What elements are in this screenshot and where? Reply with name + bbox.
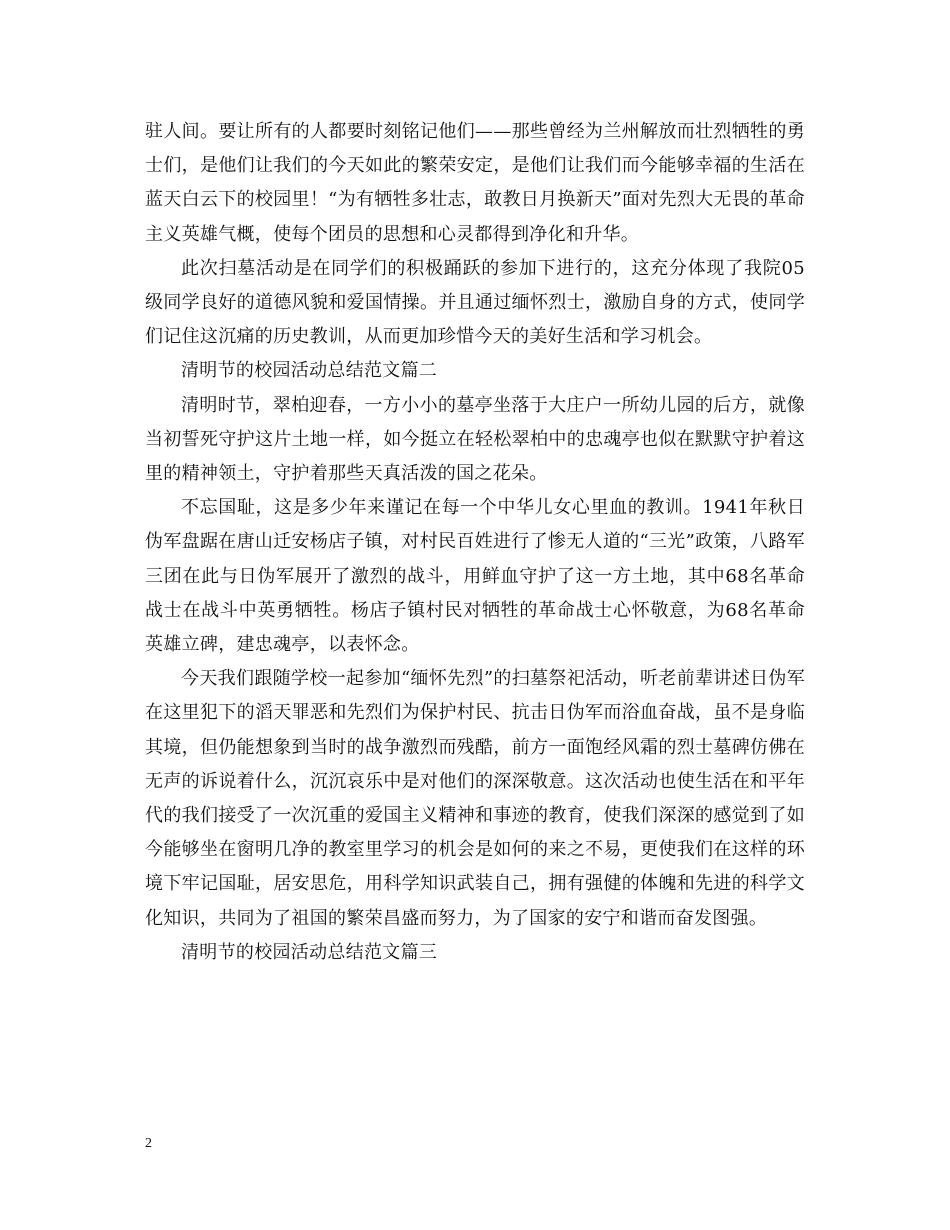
paragraph-continuation: 驻人间。要让所有的人都要时刻铭记他们——那些曾经为兰州解放而壮烈牺牲的勇士们，是他们让我们的今天如此的繁荣安定，是他们让我们而今能够幸福的生活在蓝天白云下的校园里！“为有牺牲多壮志，敢教日月换新天”面对先烈大无畏的革命主义英雄气概，使每个团员的思想和心灵都得到净化和升华。 bbox=[145, 121, 805, 245]
document-body bbox=[145, 115, 805, 970]
paragraph: 清明时节，翠柏迎春，一方小小的墓亭坐落于大庄户一所幼儿园的后方，就像当初誓死守护这片土地一样，如今挺立在轻松翠柏中的忠魂亭也似在默默守护着这里的精神领土，守护着那些天真活泼的国之花朵。 bbox=[145, 394, 805, 485]
paragraph: 此次扫墓活动是在同学们的积极踊跃的参加下进行的，这充分体现了我院05级同学良好的道德风貌和爱国情操。并且通过缅怀烈士，激励自身的方式，使同学们记住这沉痛的历史教训，从而更加珍惜今天的美好生活和学习机会。 bbox=[145, 257, 805, 348]
paragraph: 不忘国耻，这是多少年来谨记在每一个中华儿女心里血的教训。1941年秋日伪军盘踞在唐山迁安杨店子镇，对村民百姓进行了惨无人道的“三光”政策，八路军三团在此与日伪军展开了激烈的战斗，用鲜血守护了这一方土地，其中68名革命战士在战斗中英勇牺牲。杨店子镇村民对牺牲的革命战士心怀敬意，为68名革命英雄立碑，建忠魂亭，以表怀念。 bbox=[145, 497, 805, 656]
section-heading: 清明节的校园活动总结范文篇二 bbox=[181, 360, 438, 382]
section-heading: 清明节的校园活动总结范文篇三 bbox=[181, 941, 438, 963]
page-number: 2 bbox=[145, 1136, 152, 1151]
paragraph: 今天我们跟随学校一起参加“缅怀先烈”的扫墓祭祀活动，听老前辈讲述日伪军在这里犯下的滔天罪恶和先烈们为保护村民、抗击日伪军而浴血奋战，虽不是身临其境，但仍能想象到当时的战争激烈而残酷，前方一面饱经风霜的烈士墓碑仿佛在无声的诉说着什么，沉沉哀乐中是对他们的深深敬意。这次活动也使生活在和平年代的我们接受了一次沉重的爱国主义精神和事迹的教育，使我们深深的感觉到了如今能够坐在窗明几净的教室里学习的机会是如何的来之不易，更使我们在这样的环境下牢记国耻，居安思危，用科学知识武装自己，拥有强健的体魄和先进的科学文化知识，共同为了祖国的繁荣昌盛而努力，为了国家的安宁和谐而奋发图强。 bbox=[145, 668, 805, 929]
